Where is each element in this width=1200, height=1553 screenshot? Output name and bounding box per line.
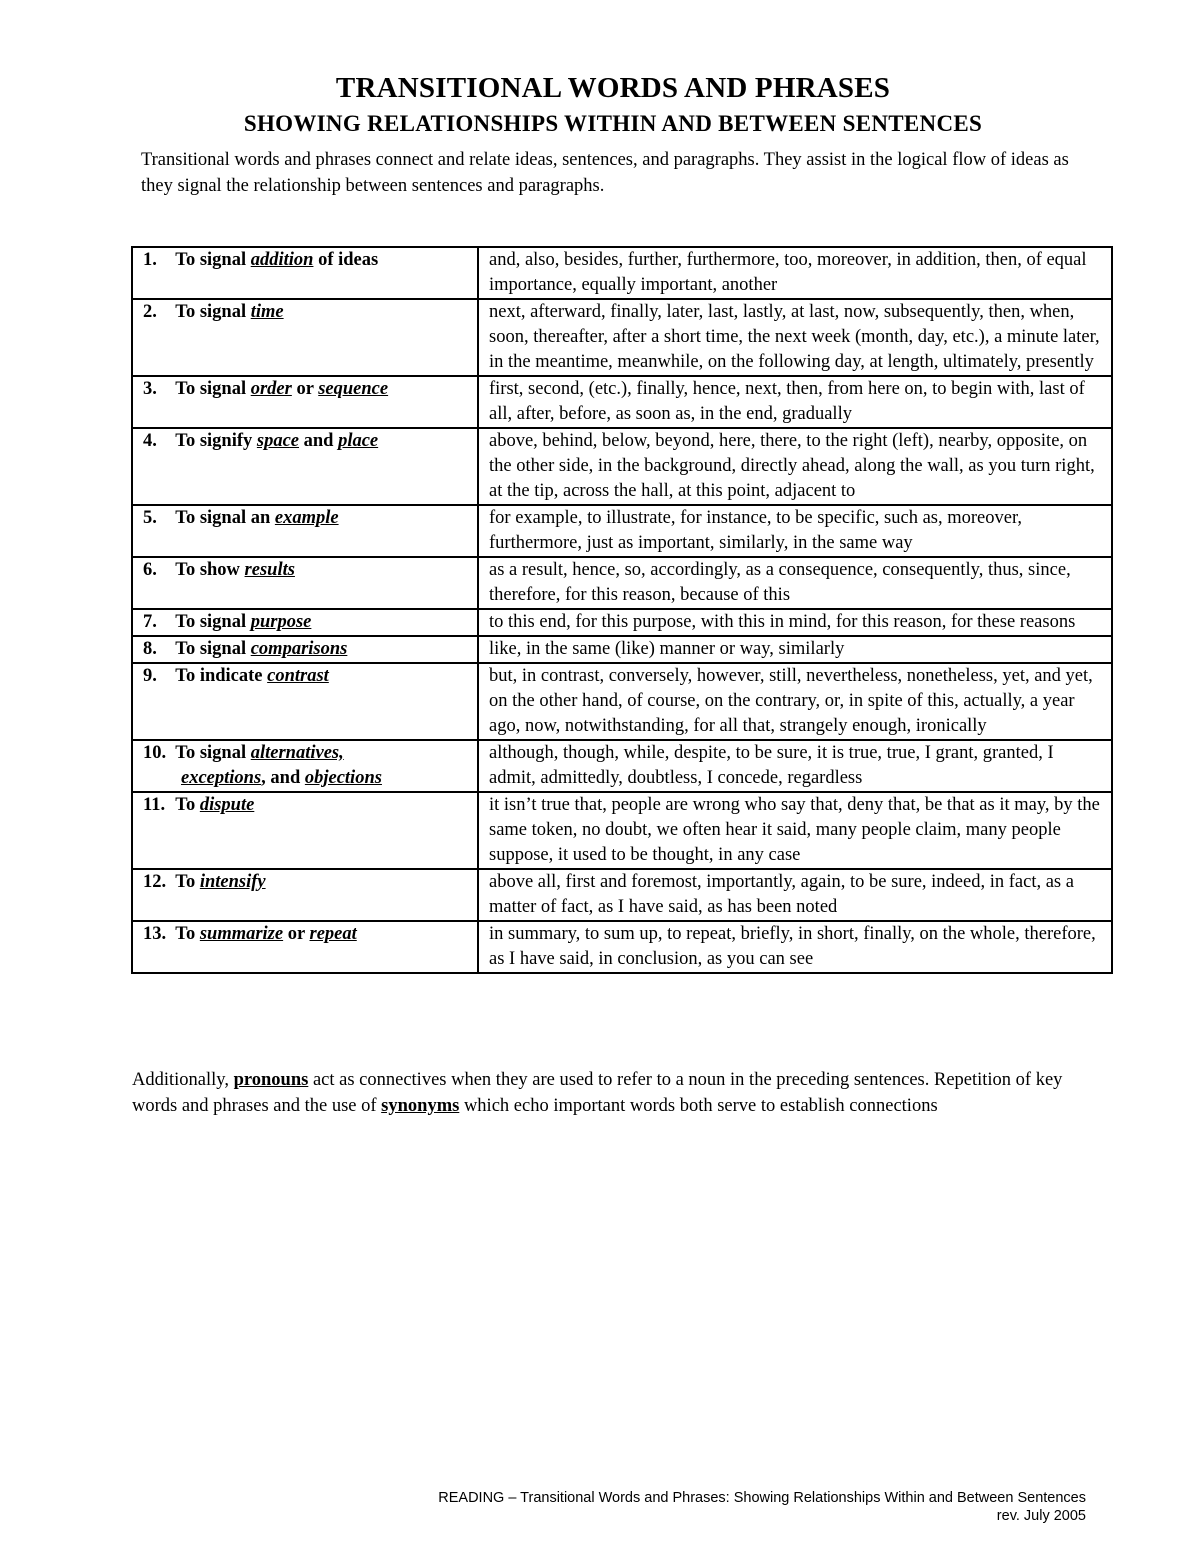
transition-words-cell: next, afterward, finally, later, last, lastly, at last, now, subsequently, then, when, soon, thereafter, after a short time, the next week (month, day, etc.), a minute later, in the meantime, meanwhile, on the following day, at length, ultimately, presently <box>478 299 1112 376</box>
table-row <box>132 299 1112 376</box>
category-cell <box>132 869 478 921</box>
transition-words-cell: as a result, hence, so, accordingly, as a consequence, consequently, thus, since, therefore, for this reason, because of this <box>478 557 1112 609</box>
category-cell <box>132 505 478 557</box>
table-row <box>132 663 1112 740</box>
table-row <box>132 505 1112 557</box>
table-row <box>132 609 1112 636</box>
category-keyword: results <box>244 560 295 580</box>
category-keyword: intensify <box>199 872 266 892</box>
category-keyword-4: objections <box>304 768 382 788</box>
category-connector: of ideas <box>313 250 379 270</box>
category-number: 9. <box>143 666 157 686</box>
category-number: 4. <box>143 431 157 451</box>
category-prefix: To <box>175 872 200 892</box>
page-footer <box>438 1489 1086 1525</box>
category-cell <box>132 557 478 609</box>
category-keyword: alternatives, <box>250 743 344 763</box>
category-number: 1. <box>143 250 157 270</box>
category-keyword-2: repeat <box>309 924 357 944</box>
closing-text-1: Additionally, <box>132 1070 234 1090</box>
transition-words-cell: to this end, for this purpose, with this in mind, for this reason, for these reasons <box>478 609 1112 636</box>
category-prefix: To signal <box>175 639 251 659</box>
category-cell <box>132 792 478 869</box>
transition-words-cell: above all, first and foremost, importantly, again, to be sure, indeed, in fact, as a matter of fact, as I have said, as has been noted <box>478 869 1112 921</box>
table-row <box>132 740 1112 792</box>
transition-words-cell: and, also, besides, further, furthermore, too, moreover, in addition, then, of equal importance, equally important, another <box>478 247 1112 299</box>
category-cell <box>132 740 478 792</box>
category-number: 13. <box>143 924 167 944</box>
transition-words-cell: but, in contrast, conversely, however, still, nevertheless, nonetheless, yet, and yet, on the other hand, of course, on the contrary, or, in spite of this, actually, a year ago, now, notwithstanding, for all that, strangely enough, ironically <box>478 663 1112 740</box>
category-prefix: To <box>175 795 200 815</box>
transition-words-cell: above, behind, below, beyond, here, there, to the right (left), nearby, opposite, on the other side, in the background, directly ahead, along the wall, as you turn right, at the tip, across the hall, at this point, adjacent to <box>478 428 1112 505</box>
category-connector: and <box>299 431 339 451</box>
category-number: 5. <box>143 508 157 528</box>
transition-words-cell: first, second, (etc.), finally, hence, next, then, from here on, to begin with, last of all, after, before, as soon as, in the end, gradually <box>478 376 1112 428</box>
transition-words-cell: although, though, while, despite, to be sure, it is true, true, I grant, granted, I admit, admittedly, doubtless, I concede, regardless <box>478 740 1112 792</box>
category-keyword: summarize <box>199 924 284 944</box>
transition-words-cell: it isn’t true that, people are wrong who say that, deny that, be that as it may, by the same token, no doubt, we often hear it said, many people claim, many people suppose, it used to be thought, in any case <box>478 792 1112 869</box>
category-prefix: To signal <box>175 379 251 399</box>
category-connector: or <box>283 924 310 944</box>
category-number: 11. <box>143 795 166 815</box>
category-number: 8. <box>143 639 157 659</box>
category-cell <box>132 663 478 740</box>
table-row <box>132 557 1112 609</box>
table-row <box>132 869 1112 921</box>
table-row <box>132 428 1112 505</box>
transition-words-cell: in summary, to sum up, to repeat, briefly, in short, finally, on the whole, therefore, as I have said, in conclusion, as you can see <box>478 921 1112 973</box>
category-prefix: To signal <box>175 302 251 322</box>
category-prefix: To signal <box>175 743 251 763</box>
page-title: TRANSITIONAL WORDS AND PHRASES <box>335 72 891 104</box>
category-keyword-2: place <box>338 431 379 451</box>
transitions-table-body <box>132 247 1112 973</box>
category-number: 6. <box>143 560 157 580</box>
footer-line-2: rev. July 2005 <box>996 1508 1086 1524</box>
category-prefix: To show <box>175 560 245 580</box>
category-prefix: To signal an <box>175 508 275 528</box>
category-prefix: To <box>175 924 200 944</box>
closing-text-3: which echo important words both serve to establish connections <box>459 1095 938 1116</box>
category-cell <box>132 636 478 663</box>
page-subtitle: SHOWING RELATIONSHIPS WITHIN AND BETWEEN SENTENCES <box>243 111 983 136</box>
category-number: 7. <box>143 612 157 632</box>
table-row <box>132 376 1112 428</box>
category-cell <box>132 247 478 299</box>
category-keyword-2: sequence <box>318 379 389 399</box>
category-keyword: time <box>250 302 284 322</box>
closing-text-2: act as connectives when they are used to refer to a noun in the preceding sentences. Repetition of key words and phrases and the use of <box>132 1070 1063 1116</box>
table-row <box>132 636 1112 663</box>
category-number: 10. <box>143 743 167 763</box>
category-keyword: addition <box>250 250 314 270</box>
intro-paragraph: Transitional words and phrases connect and relate ideas, sentences, and paragraphs. They assist in the logical flow of ideas as they signal the relationship between sentences and paragraphs. <box>141 150 1069 196</box>
category-keyword: comparisons <box>250 639 348 659</box>
category-number: 3. <box>143 379 157 399</box>
category-cell <box>132 428 478 505</box>
category-keyword: dispute <box>199 795 255 815</box>
category-cell <box>132 299 478 376</box>
category-cell <box>132 609 478 636</box>
category-keyword: space <box>256 431 299 451</box>
category-number: 12. <box>143 872 167 892</box>
category-cell <box>132 921 478 973</box>
category-prefix: To signal <box>175 250 251 270</box>
category-prefix: To signal <box>175 612 251 632</box>
category-keyword: example <box>274 508 339 528</box>
keyword-pronouns: pronouns <box>233 1070 309 1090</box>
footer-line-1: READING – Transitional Words and Phrases: Showing Relationships Within and Between Sentences <box>438 1490 1086 1506</box>
category-keyword: order <box>250 379 292 399</box>
category-number: 2. <box>143 302 157 322</box>
category-connector: or <box>291 379 319 399</box>
transitions-table <box>131 246 1113 974</box>
category-cell <box>132 376 478 428</box>
category-prefix: To signify <box>175 431 257 451</box>
closing-paragraph <box>132 1068 1092 1119</box>
category-line-2-suffix: , and objections <box>261 768 382 788</box>
table-row <box>132 247 1112 299</box>
transition-words-cell: like, in the same (like) manner or way, similarly <box>478 636 1112 663</box>
keyword-synonyms: synonyms <box>381 1095 460 1116</box>
category-keyword: contrast <box>267 666 329 686</box>
category-keyword-3: exceptions <box>181 768 262 788</box>
table-row <box>132 921 1112 973</box>
category-line-2 <box>143 766 469 791</box>
category-keyword: purpose <box>250 612 312 632</box>
transition-words-cell: for example, to illustrate, for instance, to be specific, such as, moreover, furthermore, just as important, similarly, in the same way <box>478 505 1112 557</box>
table-row <box>132 792 1112 869</box>
category-prefix: To indicate <box>175 666 268 686</box>
